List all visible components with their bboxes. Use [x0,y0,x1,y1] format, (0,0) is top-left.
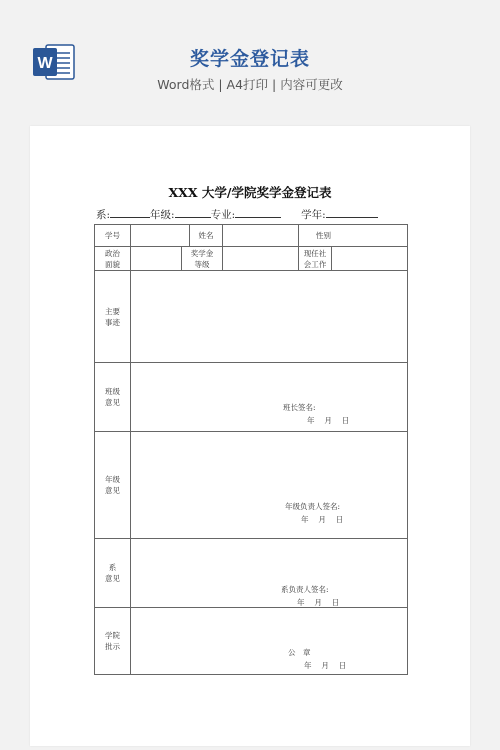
year-blank [326,206,378,218]
political-label: 政治 面貌 [95,247,131,271]
class-opinion-cell[interactable] [131,363,408,432]
table-row [95,539,408,608]
document-page [30,126,470,746]
major-blank [235,206,281,218]
class-date: 年 月 日 [307,416,350,425]
college-label: 学院 批示 [95,608,131,675]
social-work-cell[interactable] [332,247,408,271]
college-sign-block [288,646,346,672]
word-logo-letter: W [37,55,53,72]
dept-date: 年 月 日 [297,598,340,607]
class-sign-label: 班长签名: [283,403,316,412]
dept-sign-block [281,583,339,609]
name-label: 姓名 [190,225,223,247]
year-label: 学年: [301,209,326,221]
dept-label: 系: [96,209,111,221]
dept-sign-label: 系负责人签名: [281,585,329,594]
grade-label: 年级: [150,209,175,221]
dept-blank [110,206,150,218]
document-title: XXX 大学/学院奖学金登记表 [168,185,332,200]
dept-opinion-label: 系 意见 [95,539,131,608]
deeds-cell[interactable] [131,271,408,363]
political-cell[interactable] [131,247,182,271]
table-row [95,608,408,675]
deeds-label: 主要 事迹 [95,271,131,363]
gender-label: 性别 [299,225,408,247]
grade-date: 年 月 日 [301,515,344,524]
table-row [95,432,408,539]
dept-opinion-cell[interactable] [131,539,408,608]
name-cell[interactable] [223,225,299,247]
student-id-label: 学号 [95,225,131,247]
header-banner [0,0,500,125]
page-title: 奖学金登记表 [189,48,310,70]
grade-opinion-label: 年级 意见 [95,432,131,539]
class-sign-block [283,401,349,427]
info-line [96,206,378,222]
college-cell[interactable] [131,608,408,675]
registration-table [94,224,408,675]
grade-sign-label: 年级负责人签名: [285,502,341,511]
social-work-label: 现任社 会工作 [299,247,332,271]
college-date: 年 月 日 [304,661,347,670]
page-subtitle: Word格式 | A4打印 | 内容可更改 [157,77,343,92]
scholarship-label: 奖学金 等级 [182,247,223,271]
table-row [95,363,408,432]
class-opinion-label: 班级 意见 [95,363,131,432]
grade-opinion-cell[interactable] [131,432,408,539]
grade-blank [175,206,211,218]
major-label: 专业: [210,209,236,221]
table-row [95,247,408,271]
college-seal: 公 章 [288,648,311,657]
table-row [95,271,408,363]
grade-sign-block [285,500,343,526]
student-id-cell[interactable] [131,225,190,247]
scholarship-cell[interactable] [223,247,299,271]
table-row [95,225,408,247]
